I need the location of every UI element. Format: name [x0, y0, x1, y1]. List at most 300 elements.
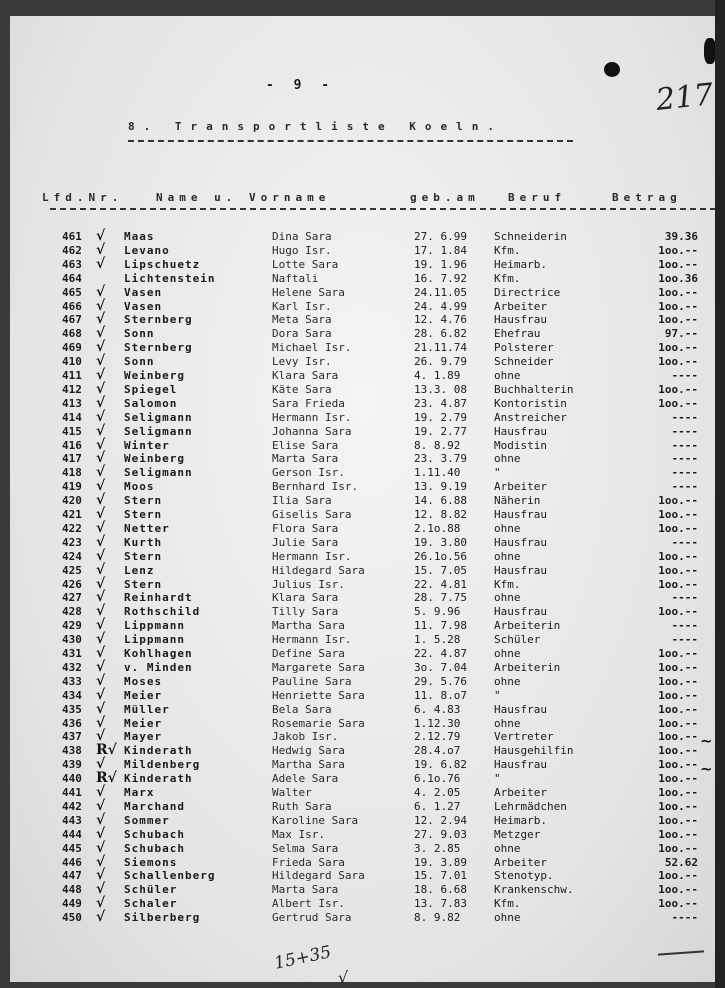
row-firstname: Adele Sara — [272, 772, 339, 786]
row-firstname: Julie Sara — [272, 535, 339, 549]
table-row — [10, 799, 716, 814]
handwritten-check: √ — [338, 968, 349, 987]
row-birthdate: 13. 7.83 — [414, 897, 467, 911]
row-number: 450 — [62, 911, 82, 925]
row-surname: Schallenberg — [124, 869, 216, 883]
row-check-mark: √ — [96, 450, 106, 467]
row-check-mark: R√ — [96, 770, 117, 787]
row-birthdate: 28. 6.82 — [414, 327, 467, 341]
row-number: 463 — [62, 257, 82, 271]
row-check-mark: √ — [96, 645, 106, 661]
row-occupation: Schneiderin — [494, 230, 567, 243]
row-firstname: Elise Sara — [272, 438, 339, 452]
row-firstname: Levy Isr. — [272, 355, 332, 369]
row-number: 446 — [62, 855, 82, 869]
row-birthdate: 24. 4.99 — [414, 299, 467, 313]
row-surname: Reinhardt — [124, 591, 193, 605]
row-surname: Levano — [124, 243, 170, 257]
row-amount: 1oo.-- — [658, 869, 698, 883]
row-firstname: Rosemarie Sara — [272, 716, 365, 730]
row-number: 444 — [62, 827, 82, 841]
row-check-mark: √ — [96, 367, 106, 383]
table-row — [10, 354, 716, 369]
row-firstname: Johanna Sara — [272, 424, 352, 438]
row-birthdate: 19. 6.82 — [414, 758, 467, 772]
table-row — [10, 563, 716, 578]
row-firstname: Gertrud Sara — [272, 911, 352, 925]
handwritten-total: 15+35 — [272, 942, 333, 974]
row-firstname: Hermann Isr. — [272, 549, 352, 563]
row-occupation: " — [494, 688, 501, 702]
row-birthdate: 3o. 7.04 — [414, 660, 467, 674]
row-firstname: Ruth Sara — [272, 799, 332, 813]
row-amount: 52.62 — [664, 855, 698, 869]
row-firstname: Meta Sara — [272, 313, 332, 327]
row-amount: 1oo.-- — [658, 841, 698, 855]
row-number: 442 — [62, 799, 82, 813]
table-row — [10, 660, 716, 675]
row-birthdate: 27. 9.03 — [414, 827, 467, 841]
row-birthdate: 19. 2.79 — [414, 410, 467, 424]
row-amount: ---- — [671, 424, 698, 438]
row-firstname: Frieda Sara — [272, 855, 345, 869]
list-title: 8. Transportliste Koeln. — [128, 120, 503, 133]
table-row — [10, 604, 716, 619]
row-amount: 1oo.-- — [658, 758, 698, 772]
row-occupation: Kontoristin — [494, 396, 567, 410]
row-firstname: Julius Isr. — [272, 577, 345, 591]
table-row — [10, 646, 716, 661]
row-surname: Netter — [124, 521, 170, 535]
row-amount: 1oo.-- — [658, 897, 698, 911]
row-firstname: Hedwig Sara — [272, 744, 345, 758]
row-surname: Winter — [124, 438, 170, 452]
row-surname: Sommer — [124, 813, 170, 827]
row-firstname: Bela Sara — [272, 702, 332, 716]
row-amount: 1oo.-- — [658, 563, 698, 577]
row-occupation: ohne — [494, 841, 521, 855]
row-check-mark: √ — [96, 380, 106, 397]
row-birthdate: 19. 1.96 — [414, 257, 467, 271]
row-number: 461 — [62, 230, 82, 243]
row-number: 449 — [62, 897, 82, 911]
row-number: 464 — [62, 271, 82, 285]
row-amount: 1oo.-- — [658, 285, 698, 299]
row-number: 469 — [62, 341, 82, 355]
row-birthdate: 1. 5.28 — [414, 633, 461, 647]
row-check-mark: √ — [96, 728, 106, 745]
row-check-mark: √ — [96, 617, 106, 634]
row-check-mark: √ — [96, 436, 106, 453]
row-check-mark: √ — [96, 686, 106, 703]
row-surname: Kinderath — [124, 772, 193, 786]
row-amount: 1oo.-- — [658, 494, 698, 508]
row-check-mark: √ — [96, 464, 106, 481]
document-page — [10, 16, 716, 987]
row-amount: 1oo.-- — [658, 716, 698, 730]
row-firstname: Henriette Sara — [272, 688, 365, 702]
table-row — [10, 855, 716, 870]
row-occupation: " — [494, 772, 501, 786]
row-firstname: Jakob Isr. — [272, 730, 339, 744]
table-row — [10, 535, 716, 550]
row-amount: ---- — [671, 480, 698, 494]
row-surname: Spiegel — [124, 382, 178, 396]
row-occupation: ohne — [494, 911, 521, 925]
row-birthdate: 12. 2.94 — [414, 813, 467, 827]
table-row — [10, 271, 716, 286]
row-birthdate: 27. 6.99 — [414, 230, 467, 243]
table-row — [10, 896, 716, 911]
table-row — [10, 521, 716, 536]
row-firstname: Dora Sara — [272, 327, 332, 341]
row-surname: Schaler — [124, 897, 178, 911]
row-birthdate: 13. 9.19 — [414, 480, 467, 494]
table-row — [10, 299, 716, 314]
row-check-mark: √ — [96, 561, 106, 578]
row-surname: Stern — [124, 577, 163, 591]
row-birthdate: 11. 8.o7 — [414, 688, 467, 702]
row-number: 434 — [62, 688, 82, 702]
row-amount: 1oo.-- — [658, 883, 698, 897]
row-firstname: Gerson Isr. — [272, 466, 345, 480]
row-birthdate: 21.11.74 — [414, 341, 467, 355]
column-header-nr: Lfd.Nr. — [42, 191, 124, 204]
row-check-mark: √ — [96, 339, 106, 356]
row-firstname: Dina Sara — [272, 230, 332, 243]
row-surname: Lichtenstein — [124, 271, 216, 285]
ink-blot — [604, 62, 620, 77]
row-surname: Lippmann — [124, 633, 185, 647]
row-surname: Stern — [124, 549, 163, 563]
row-birthdate: 2.1o.88 — [414, 521, 461, 535]
row-birthdate: 28.4.o7 — [414, 744, 461, 758]
row-birthdate: 3. 2.85 — [414, 841, 461, 855]
row-firstname: Naftali — [272, 271, 319, 285]
table-row — [10, 507, 716, 522]
row-occupation: Arbeiter — [494, 480, 547, 494]
row-firstname: Michael Isr. — [272, 341, 352, 355]
row-check-mark: √ — [96, 658, 106, 675]
scan-edge — [715, 0, 725, 988]
row-occupation: Krankenschw. — [494, 883, 574, 897]
row-number: 411 — [62, 369, 82, 382]
row-birthdate: 6. 4.83 — [414, 702, 461, 716]
row-surname: Schubach — [124, 841, 185, 855]
row-amount: ---- — [671, 911, 698, 925]
row-amount: 1oo.-- — [658, 577, 698, 591]
row-amount: 1oo.-- — [658, 744, 698, 758]
row-check-mark: √ — [96, 825, 106, 842]
table-row — [10, 841, 716, 856]
row-amount: 1oo.-- — [658, 257, 698, 271]
row-amount: 1oo.-- — [658, 605, 698, 619]
row-amount: ---- — [671, 591, 698, 605]
row-firstname: Klara Sara — [272, 591, 339, 605]
row-check-mark: √ — [96, 811, 106, 828]
row-birthdate: 5. 9.96 — [414, 605, 461, 619]
row-surname: Lipschuetz — [124, 257, 201, 271]
row-firstname: Marta Sara — [272, 883, 339, 897]
row-surname: Meier — [124, 716, 163, 730]
row-occupation: Schneider — [494, 355, 554, 369]
row-check-mark: √ — [96, 784, 106, 800]
table-row — [10, 479, 716, 494]
row-birthdate: 11. 7.98 — [414, 619, 467, 633]
table-row — [10, 716, 716, 731]
row-check-mark: √ — [96, 547, 106, 564]
row-number: 448 — [62, 883, 82, 897]
title-underline — [128, 140, 573, 142]
row-surname: Stern — [124, 494, 163, 508]
row-birthdate: 23. 3.79 — [414, 452, 467, 466]
table-row — [10, 813, 716, 828]
row-birthdate: 8. 9.82 — [414, 911, 461, 925]
row-birthdate: 28. 7.75 — [414, 591, 467, 605]
table-row — [10, 326, 716, 341]
row-check-mark: √ — [96, 228, 106, 244]
row-check-mark: √ — [96, 408, 106, 425]
table-row — [10, 882, 716, 897]
row-firstname: Margarete Sara — [272, 660, 365, 674]
row-occupation: ohne — [494, 591, 521, 605]
row-occupation: Hausfrau — [494, 758, 547, 772]
row-number: 432 — [62, 660, 82, 674]
table-row — [10, 577, 716, 592]
column-header-betrag: Betrag — [612, 191, 682, 204]
row-occupation: Arbeiterin — [494, 619, 561, 633]
row-occupation: ohne — [494, 452, 521, 466]
page-number: - 9 - — [266, 78, 336, 93]
table-row — [10, 438, 716, 453]
row-amount: 97.-- — [664, 327, 698, 341]
row-firstname: Hildegard Sara — [272, 869, 365, 883]
row-check-mark: √ — [96, 797, 106, 814]
row-birthdate: 18. 6.68 — [414, 883, 467, 897]
row-check-mark: √ — [96, 867, 106, 884]
row-number: 426 — [62, 577, 82, 591]
row-birthdate: 19. 2.77 — [414, 424, 467, 438]
row-birthdate: 2.12.79 — [414, 730, 461, 744]
row-occupation: Buchhalterin — [494, 382, 574, 396]
row-amount: 39.36 — [664, 230, 698, 243]
handwritten-stroke — [658, 950, 704, 955]
row-number: 436 — [62, 716, 82, 730]
table-row — [10, 590, 716, 605]
row-number: 417 — [62, 452, 82, 466]
row-birthdate: 1.12.30 — [414, 716, 461, 730]
row-amount: ---- — [671, 535, 698, 549]
table-row — [10, 229, 716, 244]
row-amount: 1oo.-- — [658, 813, 698, 827]
table-row — [10, 910, 716, 925]
row-firstname: Karoline Sara — [272, 813, 359, 827]
row-surname: Sonn — [124, 355, 155, 369]
table-row — [10, 257, 716, 272]
row-surname: Sonn — [124, 327, 155, 341]
row-surname: Kurth — [124, 535, 163, 549]
row-firstname: Sara Frieda — [272, 396, 345, 410]
row-surname: Kohlhagen — [124, 647, 193, 660]
row-birthdate: 4. 2.05 — [414, 786, 461, 799]
row-check-mark: √ — [96, 325, 106, 342]
row-firstname: Lotte Sara — [272, 257, 339, 271]
table-row — [10, 743, 716, 758]
row-birthdate: 6. 1.27 — [414, 799, 461, 813]
table-row — [10, 493, 716, 508]
row-surname: Meier — [124, 688, 163, 702]
row-surname: Sternberg — [124, 341, 193, 355]
row-number: 422 — [62, 521, 82, 535]
row-firstname: Flora Sara — [272, 521, 339, 535]
row-occupation: Kfm. — [494, 577, 521, 591]
row-occupation: Stenotyp. — [494, 869, 554, 883]
row-number: 441 — [62, 786, 82, 799]
row-occupation: Ehefrau — [494, 327, 541, 341]
row-amount: 1oo.-- — [658, 702, 698, 716]
row-check-mark: √ — [96, 575, 106, 592]
row-amount: ---- — [671, 369, 698, 382]
row-amount: 1oo.-- — [658, 396, 698, 410]
row-birthdate: 17. 1.84 — [414, 243, 467, 257]
row-birthdate: 22. 4.81 — [414, 577, 467, 591]
row-number: 421 — [62, 508, 82, 521]
row-amount: 1oo.-- — [658, 730, 698, 744]
row-check-mark: √ — [96, 311, 106, 328]
row-firstname: Hermann Isr. — [272, 633, 352, 647]
row-firstname: Pauline Sara — [272, 674, 352, 688]
row-firstname: Max Isr. — [272, 827, 325, 841]
row-birthdate: 26.1o.56 — [414, 549, 467, 563]
row-occupation: Arbeiterin — [494, 660, 561, 674]
row-occupation: Hausfrau — [494, 424, 547, 438]
row-surname: Lenz — [124, 563, 155, 577]
column-header-geb: geb.am — [410, 191, 480, 204]
row-check-mark: √ — [96, 353, 106, 370]
row-surname: Rothschild — [124, 605, 201, 619]
row-check-mark: √ — [96, 714, 106, 731]
row-check-mark: √ — [96, 700, 106, 717]
row-firstname: Hugo Isr. — [272, 243, 332, 257]
row-check-mark: √ — [96, 909, 106, 926]
margin-mark: ~ — [700, 760, 713, 778]
row-firstname: Define Sara — [272, 647, 345, 660]
row-amount: 1oo.-- — [658, 521, 698, 535]
table-row — [10, 618, 716, 633]
table-row — [10, 285, 716, 300]
row-number: 413 — [62, 396, 82, 410]
row-occupation: Modistin — [494, 438, 547, 452]
row-check-mark: √ — [96, 506, 106, 522]
row-check-mark: √ — [96, 478, 106, 495]
row-firstname: Hermann Isr. — [272, 410, 352, 424]
table-row — [10, 674, 716, 689]
row-occupation: Arbeiter — [494, 299, 547, 313]
row-number: 410 — [62, 355, 82, 369]
row-number: 427 — [62, 591, 82, 605]
row-birthdate: 6.1o.76 — [414, 772, 461, 786]
row-occupation: Arbeiter — [494, 786, 547, 799]
row-birthdate: 19. 3.89 — [414, 855, 467, 869]
row-check-mark: √ — [96, 241, 106, 258]
row-number: 425 — [62, 563, 82, 577]
row-check-mark: R√ — [96, 742, 117, 759]
row-check-mark: √ — [96, 672, 106, 689]
row-number: 415 — [62, 424, 82, 438]
table-row — [10, 424, 716, 439]
table-row — [10, 396, 716, 411]
row-check-mark: √ — [96, 589, 106, 606]
row-occupation: ohne — [494, 521, 521, 535]
row-birthdate: 23. 4.87 — [414, 396, 467, 410]
row-check-mark: √ — [96, 283, 106, 300]
row-amount: 1oo.-- — [658, 660, 698, 674]
row-amount: 1oo.-- — [658, 508, 698, 521]
row-number: 468 — [62, 327, 82, 341]
row-firstname: Käte Sara — [272, 382, 332, 396]
row-surname: Sternberg — [124, 313, 193, 327]
row-birthdate: 4. 1.89 — [414, 369, 461, 382]
row-firstname: Klara Sara — [272, 369, 339, 382]
row-check-mark: √ — [96, 881, 106, 898]
row-surname: Maas — [124, 230, 155, 243]
row-amount: 1oo.-- — [658, 313, 698, 327]
row-number: 443 — [62, 813, 82, 827]
row-amount: 1oo.-- — [658, 549, 698, 563]
row-occupation: Kfm. — [494, 271, 521, 285]
table-row — [10, 688, 716, 703]
row-number: 420 — [62, 494, 82, 508]
row-occupation: Polsterer — [494, 341, 554, 355]
row-amount: ---- — [671, 452, 698, 466]
row-firstname: Albert Isr. — [272, 897, 345, 911]
row-number: 419 — [62, 480, 82, 494]
row-firstname: Hildegard Sara — [272, 563, 365, 577]
row-occupation: Lehrmädchen — [494, 799, 567, 813]
row-number: 465 — [62, 285, 82, 299]
row-occupation: Hausfrau — [494, 535, 547, 549]
row-amount: ---- — [671, 619, 698, 633]
row-check-mark: √ — [96, 756, 106, 773]
row-number: 431 — [62, 647, 82, 660]
row-surname: Salomon — [124, 396, 178, 410]
row-number: 428 — [62, 605, 82, 619]
row-number: 437 — [62, 730, 82, 744]
row-birthdate: 26. 9.79 — [414, 355, 467, 369]
table-row — [10, 771, 716, 786]
row-birthdate: 15. 7.01 — [414, 869, 467, 883]
row-birthdate: 24.11.05 — [414, 285, 467, 299]
row-number: 440 — [62, 772, 82, 786]
row-surname: Moses — [124, 674, 163, 688]
row-firstname: Helene Sara — [272, 285, 345, 299]
row-check-mark: √ — [96, 895, 106, 912]
row-birthdate: 12. 4.76 — [414, 313, 467, 327]
column-header-name: Name u. Vorname — [156, 191, 331, 204]
row-surname: Schüler — [124, 883, 178, 897]
column-header-beruf: Beruf — [508, 191, 567, 204]
row-number: 414 — [62, 410, 82, 424]
row-occupation: ohne — [494, 716, 521, 730]
row-amount: 1oo.-- — [658, 382, 698, 396]
row-amount: 1oo.36 — [658, 271, 698, 285]
row-birthdate: 8. 8.92 — [414, 438, 461, 452]
row-occupation: Heimarb. — [494, 813, 547, 827]
row-birthdate: 12. 8.82 — [414, 508, 467, 521]
table-row — [10, 702, 716, 717]
row-birthdate: 13.3. 08 — [414, 382, 467, 396]
row-occupation: Heimarb. — [494, 257, 547, 271]
